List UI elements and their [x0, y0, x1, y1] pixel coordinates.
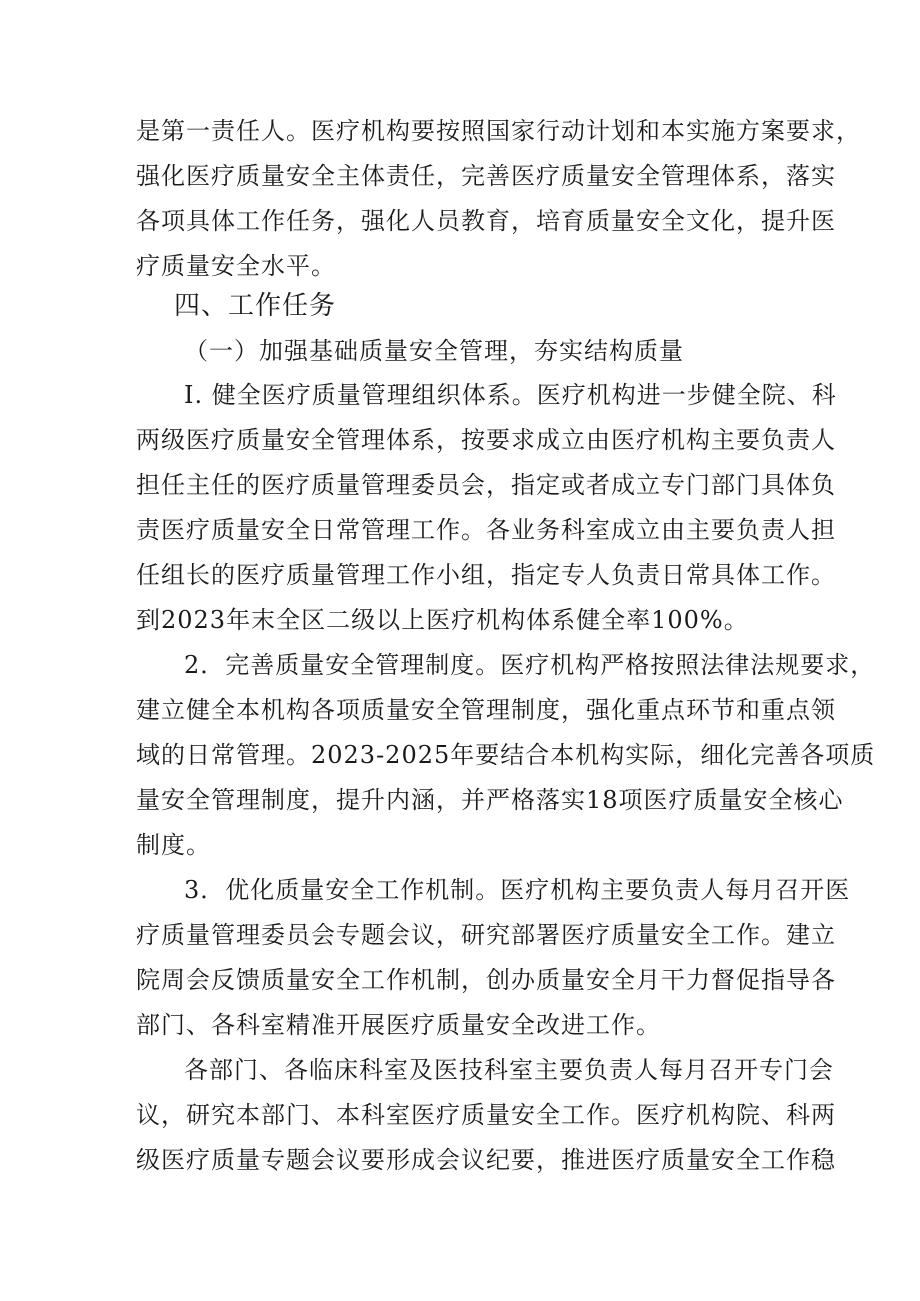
item3-line-1: 3．优化质量安全工作机制。医疗机构主要负责人每月召开医 [184, 876, 851, 904]
item1-line-3: 担任主任的医疗质量管理委员会，指定或者成立专门部门具体负 [136, 471, 836, 499]
item1-line-6: 到2023年末全区二级以上医疗机构体系健全率100%。 [136, 606, 749, 634]
item2-line-2: 建立健全本机构各项质量安全管理制度，强化重点环节和重点领 [136, 696, 836, 724]
item2-line-1: 2．完善质量安全管理制度。医疗机构严格按照法律法规要求， [184, 651, 876, 679]
item1-line-4: 责医疗质量安全日常管理工作。各业务科室成立由主要负责人担 [136, 516, 836, 544]
item3-line-4: 部门、各科室精准开展医疗质量安全改进工作。 [136, 1011, 661, 1039]
item1-line-2: 两级医疗质量安全管理体系，按要求成立由医疗机构主要负责人 [136, 426, 836, 454]
item3-line-2: 疗质量管理委员会专题会议，研究部署医疗质量安全工作。建立 [136, 921, 836, 949]
subsection-heading: （一）加强基础质量安全管理，夯实结构质量 [184, 337, 684, 365]
item2-line-4: 量安全管理制度，提升内涵，并严格落实18项医疗质量安全核心 [136, 786, 844, 814]
final-line-3: 级医疗质量专题会议要形成会议纪要，推进医疗质量安全工作稳 [136, 1146, 836, 1174]
intro-line-3: 各项具体工作任务，强化人员教育，培育质量安全文化，提升医 [136, 207, 836, 235]
item1-line-1: I. 健全医疗质量管理组织体系。医疗机构进一步健全院、科 [184, 381, 837, 409]
item2-line-3: 域的日常管理。2023-2025年要结合本机构实际，细化完善各项质 [136, 741, 876, 769]
item1-line-5: 任组长的医疗质量管理工作小组，指定专人负责日常具体工作。 [136, 561, 836, 589]
final-line-2: 议，研究本部门、本科室医疗质量安全工作。医疗机构院、科两 [136, 1101, 836, 1129]
intro-line-1: 是第一责任人。医疗机构要按照国家行动计划和本实施方案要求， [136, 117, 861, 145]
intro-line-4: 疗质量安全水平。 [136, 252, 336, 280]
intro-line-2: 强化医疗质量安全主体责任，完善医疗质量安全管理体系，落实 [136, 162, 836, 190]
item3-line-3: 院周会反馈质量安全工作机制，创办质量安全月干力督促指导各 [136, 966, 836, 994]
section-heading: 四、工作任务 [174, 291, 337, 321]
item2-line-5: 制度。 [136, 831, 211, 859]
final-line-1: 各部门、各临床科室及医技科室主要负责人每月召开专门会 [184, 1056, 834, 1084]
